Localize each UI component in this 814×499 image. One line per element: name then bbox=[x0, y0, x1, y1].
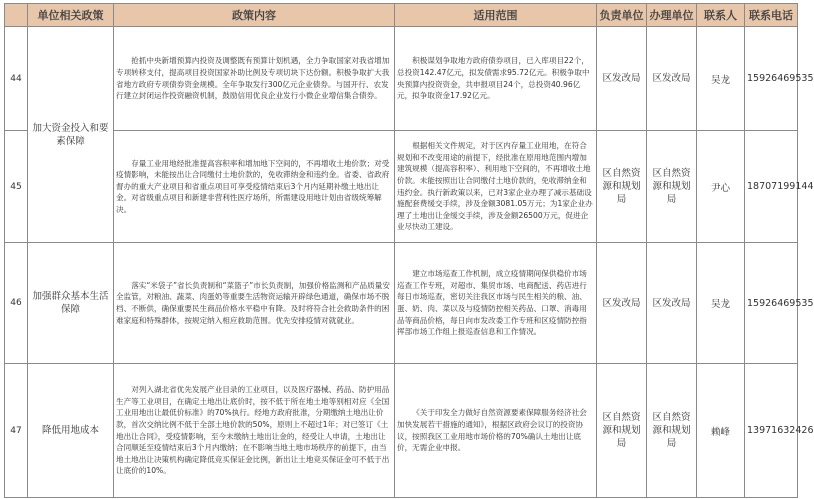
header-scope: 适用范围 bbox=[395, 4, 597, 27]
header-handler: 办理单位 bbox=[647, 4, 697, 27]
header-contact: 联系人 bbox=[697, 4, 745, 27]
header-responsible: 负责单位 bbox=[597, 4, 647, 27]
header-category: 单位相关政策 bbox=[28, 4, 114, 27]
contact-person: 赖峰 bbox=[697, 364, 745, 498]
policy-content-text: 抢抓中央新增预算内投资及调整既有预算计划机遇，全力争取国家对我省增加专项转移支付，提高项目投资国家补助比例及专项切块下达份额。积极争取扩大我省地方政府专项债券资金规模。全年争取发行300亿元企业债券。与国开行、农发行建立封闭运作投资融资机制，鼓励信用优良企业发行小微企业增信集合债券。 bbox=[116, 56, 390, 101]
header-row bbox=[5, 4, 798, 27]
header-phone: 联系电话 bbox=[745, 4, 798, 27]
header-index bbox=[5, 4, 28, 27]
contact-person: 吴龙 bbox=[697, 243, 745, 364]
responsible-unit: 区发改局 bbox=[597, 27, 647, 131]
row-number: 45 bbox=[5, 131, 28, 243]
responsible-unit: 区发改局 bbox=[597, 243, 647, 364]
policy-content-text: 对列入湖北省优先发展产业目录的工业项目，以及医疗器械、药品、防护用品生产等工业项目，在确定土地出让底价时，按不低于所在地土地等别相对应《全国工业用地出让最低价标准》的70%执行。经地方政府批准，分期缴纳土地出让价款，首次交纳比例不低于全部土地价款的50%，原则上不超过1年；对已签订《土地出让合同》，受疫情影响，至今未缴纳土地出让金的，经受让人申请，土地出让合同顺延至疫情结束后3个月内缴纳；在不影响当地土地市场秩序的前提下，由当地土地出让决策机构确定降低竞买保证金比例，新出让土地竞买保证金可不低于出让底价的10%。 bbox=[116, 385, 390, 476]
contact-person: 吴龙 bbox=[697, 27, 745, 131]
scope-cell bbox=[395, 364, 597, 498]
category-cell: 降低用地成本 bbox=[28, 364, 114, 498]
category-cell: 加强群众基本生活保障 bbox=[28, 243, 114, 364]
category-cell: 加大资金投入和要素保障 bbox=[28, 27, 114, 243]
responsible-unit: 区自然资源和规划局 bbox=[597, 364, 647, 498]
policy-content bbox=[114, 27, 395, 131]
table-row bbox=[5, 364, 798, 498]
policy-content-text: 存量工业用地经批准提高容积率和增加地下空间的，不再增收土地价款；对受疫情影响，未能按出让合同缴付土地价款的，免收滞纳金和违约金。省委、省政府督办的重大产业项目和省重点项目可享受疫情结束后3个月内延期补缴土地出让金。对省级重点项目和新建非营利性医疗场所，所需建设用地计划由省级统筹解决。 bbox=[116, 158, 390, 214]
contact-phone: 13971632426 bbox=[745, 364, 798, 498]
scope-text: 根据相关文件规定，对于区内存量工业用地，在符合规划和不改变用途的前提下，经批准在原用地范围内增加建筑规模（提高容积率）、利用地下空间的，不再增收土地价款。未能按照出让合同缴付土地价款的，免收滞纳金和违约金。执行新政策以来，已对3家企业办理了减示基础设施配套费缓交手续，涉及金额3081.05万元；为1家企业办理了土地出让金缓交手续，涉及金额26500万元，促进企业尽快动工建设。 bbox=[397, 141, 593, 232]
policy-table bbox=[4, 3, 814, 498]
contact-person: 尹心 bbox=[697, 131, 745, 243]
row-number: 47 bbox=[5, 364, 28, 498]
contact-phone: 15926469535 bbox=[745, 243, 798, 364]
handling-unit: 区发改局 bbox=[647, 27, 697, 131]
row-number: 46 bbox=[5, 243, 28, 364]
policy-content bbox=[114, 131, 395, 243]
scope-cell bbox=[395, 27, 597, 131]
handling-unit: 区自然资源和规划局 bbox=[647, 364, 697, 498]
scope-text: 积极谋划争取地方政府债券项目，已入库项目22个，总投资142.47亿元，拟发债需求95.72亿元。积极争取中央预算内投资资金，共申报项目24个，总投资40.96亿元，拟争取资金17.92亿元。 bbox=[397, 56, 590, 101]
scope-cell bbox=[395, 131, 597, 243]
policy-content bbox=[114, 243, 395, 364]
table-row bbox=[5, 243, 798, 364]
table-row bbox=[5, 131, 798, 243]
policy-content-text: 落实“米袋子”省长负责制和“菜篮子”市长负责制，加强价格监测和产品质量安全监管，对粮油、蔬菜、肉蛋奶等重要生活物资运输开辟绿色通道，确保市场不脱档、不断供，确保重要民生商品价格水平稳中有降。及时将符合社会救助条件的困难家庭和特殊群体，按规定纳入相应救助范围。优先安排疫情对就就业。 bbox=[116, 280, 390, 325]
scope-text: 《关于印发全力做好自然资源要素保障服务经济社会加快发展若干措施的通知》，根据区政府会议订的投资协议，按照我区工业用地市场价格的70%确认土地出让底价，无需企业申报。 bbox=[397, 408, 587, 453]
table-row bbox=[5, 27, 798, 131]
handling-unit: 区发改局 bbox=[647, 243, 697, 364]
handling-unit: 区自然资源和规划局 bbox=[647, 131, 697, 243]
contact-phone: 18707199144 bbox=[745, 131, 798, 243]
responsible-unit: 区自然资源和规划局 bbox=[597, 131, 647, 243]
scope-text: 建立市场巡查工作机制，成立疫情期间保供稳价市场巡查工作专班，对超市、集贸市场、电商配送、药店进行每日市场巡查，密切关注我区市场与民生相关的粮、油、蛋、奶、肉、菜以及与疫情防控相关药品、口罩、消毒用品等商品价格，每日向市发改委工作专班和区疫情防控指挥部市场工作组上报巡查信息和工作情况。 bbox=[397, 269, 587, 337]
scope-cell bbox=[395, 243, 597, 364]
row-number: 44 bbox=[5, 27, 28, 131]
policy-content bbox=[114, 364, 395, 498]
contact-phone: 15926469535 bbox=[745, 27, 798, 131]
header-content: 政策内容 bbox=[114, 4, 395, 27]
